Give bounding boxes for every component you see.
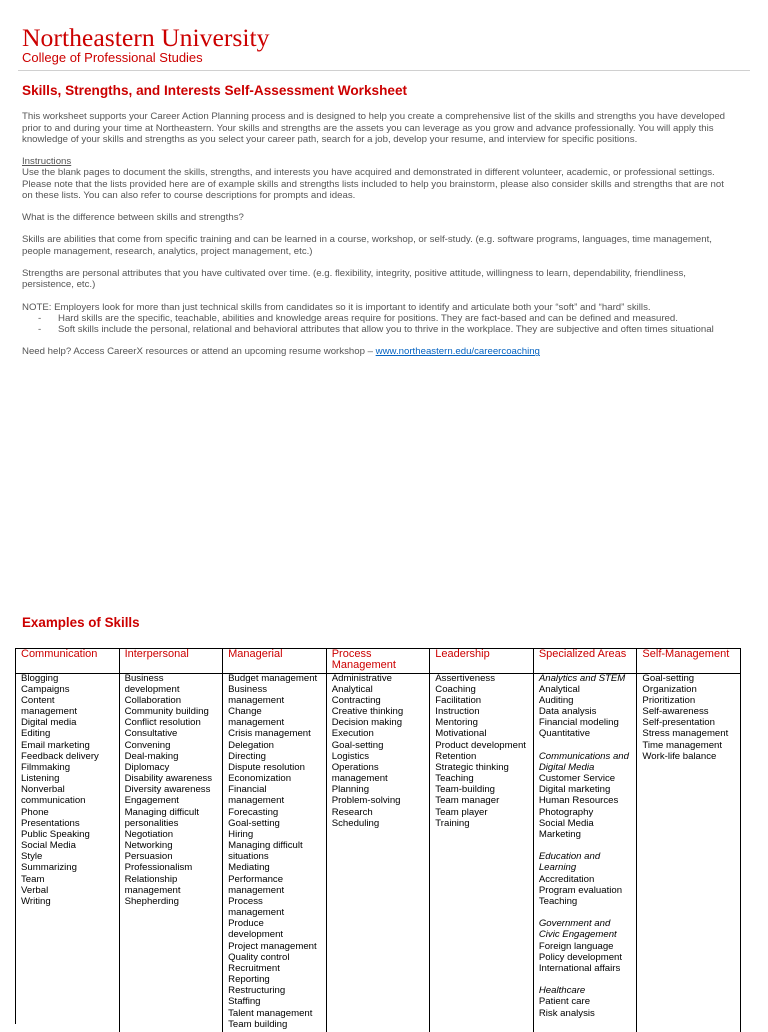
skill-item: Problem-solving: [331, 795, 401, 807]
skill-item: Analytical: [538, 683, 580, 695]
skill-item: Team player: [435, 806, 488, 818]
skill-item: Conflict resolution: [124, 717, 201, 729]
skill-item: Budget management: [228, 672, 318, 684]
column-header: Managerial: [223, 649, 326, 674]
skill-item: Teaching: [435, 773, 474, 785]
skill-item: Teaching: [538, 895, 578, 907]
skill-item: Financial management: [228, 784, 285, 807]
skill-list: [539, 941, 637, 975]
skill-item: Self-presentation: [642, 717, 715, 729]
skill-item: Public Speaking: [21, 828, 90, 840]
skill-item: Filmmaking: [21, 761, 71, 773]
instructions-section: [22, 156, 725, 201]
skill-item: Human Resources: [538, 795, 619, 807]
skill-item: Content management: [21, 694, 77, 718]
skill-item: Administrative: [331, 672, 392, 684]
column-header: Interpersonal: [120, 649, 223, 674]
skill-item: Directing: [228, 750, 266, 762]
skill-item: Foreign language: [538, 940, 614, 952]
column-managerial: [223, 649, 327, 1032]
skill-item: Goal-setting: [228, 817, 280, 829]
specialty-group-heading: Education and Learning: [538, 851, 601, 874]
examples-heading: Examples of Skills: [22, 615, 140, 630]
bullet-text: Soft skills include the personal, relational and behavioral attributes that allow you to thrive in the workplace. They are subjective and often times situational: [58, 323, 714, 335]
skill-item: Stress management: [642, 728, 729, 740]
skills-definition-line: people management, research, analytics, project management, etc.): [22, 245, 313, 257]
skill-item: Program evaluation: [538, 884, 623, 896]
specialty-group: [539, 985, 637, 1019]
skill-item: Goal-setting: [331, 739, 384, 751]
bullet-marker: -: [38, 312, 42, 324]
skill-list: [430, 673, 533, 829]
column-header: Leadership: [430, 649, 533, 674]
specialty-group: [539, 673, 637, 740]
skill-item: Prioritization: [642, 694, 696, 706]
skill-item: Photography: [538, 806, 594, 818]
intro-line: knowledge of your skills and strengths as you select your career path, search for a job, develop your resume, and interview for specific positions.: [22, 133, 638, 145]
skill-list: [223, 673, 326, 1031]
skill-item: Instruction: [435, 706, 480, 718]
skill-item: Writing: [21, 895, 51, 907]
skill-item: Email marketing: [21, 739, 90, 751]
skill-list: [637, 673, 740, 762]
skill-item: Persuasion: [124, 851, 173, 863]
strengths-definition: [22, 268, 725, 290]
skill-item: Customer Service: [538, 773, 616, 785]
specialty-group-heading: Government and Civic Engagement: [538, 918, 617, 941]
column-header: Communication: [16, 649, 119, 674]
specialty-group: [539, 918, 637, 974]
spacer: [22, 223, 725, 234]
skill-item: Planning: [331, 784, 370, 796]
help-text: Need help? Access CareerX resources or attend an upcoming resume workshop –: [22, 346, 373, 358]
skill-item: Logistics: [331, 750, 370, 762]
skill-item: Retention: [435, 750, 477, 762]
skill-item: Editing: [21, 728, 51, 740]
skill-item: Style: [21, 851, 43, 863]
skill-item: Phone: [21, 806, 49, 818]
column-header: Self-Management: [637, 649, 740, 674]
skill-item: Deal-making: [124, 750, 179, 762]
skill-item: Strategic thinking: [435, 761, 509, 773]
skill-item: Social Media: [538, 817, 594, 829]
skill-item: Quality control: [228, 951, 290, 963]
specialty-group-heading: Communications and Digital Media: [538, 750, 629, 773]
skill-item: Produce development: [228, 918, 284, 941]
skill-item: Social Media: [21, 840, 76, 852]
spacer: [22, 145, 725, 156]
skill-item: Project management: [228, 940, 317, 952]
skill-list: [327, 673, 430, 829]
specialty-group-heading: Analytics and STEM: [538, 672, 626, 684]
skill-list: [539, 874, 637, 908]
skill-item: Convening: [124, 739, 171, 751]
skill-item: Feedback delivery: [21, 750, 99, 762]
skill-item: Engagement: [124, 795, 179, 807]
skill-item: Talent management: [228, 1007, 313, 1019]
skill-item: Organization: [642, 683, 697, 695]
specialty-group: [539, 851, 637, 907]
skill-item: Forecasting: [228, 806, 279, 818]
skills-table: [15, 648, 741, 1030]
column-self-management: [637, 649, 741, 1032]
skill-item: Managing difficult situations: [228, 840, 303, 863]
column-leadership: [430, 649, 534, 1032]
skill-item: Financial modeling: [538, 717, 619, 729]
skill-item: International affairs: [538, 962, 621, 974]
spacer: [22, 290, 725, 301]
strengths-definition-line: persistence, etc.): [22, 279, 96, 291]
header-divider: [18, 70, 750, 71]
spacer: [22, 335, 725, 346]
skill-item: Presentations: [21, 817, 80, 829]
career-coaching-link[interactable]: www.northeastern.edu/careercoaching: [375, 346, 540, 358]
skill-item: Scheduling: [331, 817, 380, 829]
note-section: [22, 302, 725, 336]
skill-item: Recruitment: [228, 962, 280, 974]
skill-item: Execution: [331, 728, 374, 740]
instructions-line: Use the blank pages to document the skills, strengths, and interests you have acquired and demonstrated in different volunteer, academic, or professional settings.: [22, 167, 715, 179]
skill-item: Digital marketing: [538, 784, 611, 796]
skill-item: Data analysis: [538, 706, 597, 718]
worksheet-body: [22, 111, 725, 357]
skill-item: Relationship management: [124, 873, 181, 896]
skill-item: Delegation: [228, 739, 275, 751]
skill-item: Analytical: [331, 683, 373, 695]
column-process-management: [327, 649, 431, 1032]
skill-item: Team-building: [435, 784, 496, 796]
column-header: Specialized Areas: [534, 649, 637, 674]
skill-item: Blogging: [21, 672, 59, 684]
skill-item: Campaigns: [21, 683, 70, 695]
skill-item: Hiring: [228, 828, 254, 840]
column-interpersonal: [120, 649, 224, 1032]
skill-item: Quantitative: [538, 728, 591, 740]
skill-item: Motivational: [435, 728, 487, 740]
instructions-heading: Instructions: [22, 156, 72, 168]
skill-item: Decision making: [331, 717, 403, 729]
skill-item: Performance management: [228, 873, 285, 896]
strengths-definition-line: Strengths are personal attributes that you have cultivated over time. (e.g. flexibility, integrity, positive attitude, willingness to learn, dependability, friendliness,: [22, 268, 686, 280]
skills-definition-line: Skills are abilities that come from specific training and can be learned in a course, workshop, or self-study. (e.g. software programs, languages, time management,: [22, 234, 712, 246]
skill-item: Managing difficult personalities: [124, 806, 200, 829]
document-title: Skills, Strengths, and Interests Self-Assessment Worksheet: [22, 83, 408, 98]
skill-item: Nonverbal communication: [21, 784, 86, 807]
note-bullet-soft-skills: [22, 324, 725, 335]
skill-item: Mediating: [228, 862, 270, 874]
skill-item: Product development: [435, 739, 526, 751]
bullet-marker: -: [38, 323, 42, 335]
skill-item: Business management: [228, 683, 285, 706]
skill-item: Research: [331, 806, 373, 818]
skill-item: Staffing: [228, 996, 261, 1008]
intro-paragraph: [22, 111, 725, 145]
skill-item: Networking: [124, 840, 173, 852]
skill-item: Facilitation: [435, 694, 482, 706]
skill-item: Accreditation: [538, 873, 595, 885]
intro-line: This worksheet supports your Career Action Planning process and is designed to help you create a comprehensive list of the skills and strengths you have developed: [22, 111, 726, 123]
skill-list: [539, 773, 637, 840]
skill-item: Training: [435, 817, 470, 829]
skill-list: [539, 684, 637, 740]
instructions-line: Please note that the lists provided here are of example skills and strengths lists included to help you brainstorm, please also consider skills and strengths that are not: [22, 178, 724, 190]
spacer: [22, 257, 725, 268]
column-specialized-areas: [534, 649, 638, 1032]
skill-item: Crisis management: [228, 728, 311, 740]
skill-item: Operations management: [331, 761, 388, 785]
skill-item: Disability awareness: [124, 773, 213, 785]
skill-item: Marketing: [538, 828, 581, 840]
skill-item: Auditing: [538, 694, 574, 706]
skill-item: Summarizing: [21, 862, 77, 874]
skill-item: Diplomacy: [124, 761, 170, 773]
question-text: What is the difference between skills and strengths?: [22, 212, 244, 224]
skill-item: Work-life balance: [642, 750, 717, 762]
bullet-text: Hard skills are the specific, teachable, abilities and knowledge areas require for positions. They are fact-based and can be defined and measured.: [58, 312, 678, 324]
skill-item: Collaboration: [124, 694, 182, 706]
column-communication: [16, 649, 120, 1032]
skills-definition: [22, 234, 725, 256]
skill-item: Policy development: [538, 951, 623, 963]
skill-item: Self-awareness: [642, 706, 709, 718]
note-bullet-hard-skills: [22, 313, 725, 324]
skill-list: [16, 673, 119, 908]
intro-line: prior to and during your time at Northeastern. Your skills and strengths are the assets you can leverage as you grow and advance professionally. You will apply this: [22, 122, 714, 134]
skill-item: Risk analysis: [538, 1007, 595, 1019]
skill-item: Consultative: [124, 728, 178, 740]
skill-item: Contracting: [331, 694, 381, 706]
spacer: [22, 201, 725, 212]
skill-item: Dispute resolution: [228, 761, 305, 773]
skill-item: Coaching: [435, 683, 476, 695]
skill-item: Change management: [228, 706, 285, 729]
skill-item: Community building: [124, 706, 209, 718]
skill-item: Digital media: [21, 717, 77, 729]
skill-item: Mentoring: [435, 717, 478, 729]
column-header: Process Management: [327, 649, 430, 674]
skill-list: [120, 673, 223, 908]
skill-item: Economization: [228, 773, 292, 785]
skill-item: Assertiveness: [435, 672, 495, 684]
specialty-groups: [534, 673, 637, 1019]
skill-item: Goal-setting: [642, 672, 695, 684]
skill-item: Team building: [228, 1018, 288, 1030]
skill-item: Professionalism: [124, 862, 193, 874]
specialty-group-heading: Healthcare: [538, 985, 586, 997]
skill-item: Patient care: [538, 996, 591, 1008]
skill-item: Reporting: [228, 974, 270, 986]
skill-item: Restructuring: [228, 985, 286, 997]
skill-item: Team manager: [435, 795, 500, 807]
skill-item: Listening: [21, 773, 60, 785]
skill-item: Verbal: [21, 884, 49, 896]
college-name: College of Professional Studies: [22, 50, 203, 65]
skill-list: [539, 996, 637, 1018]
skill-item: Negotiation: [124, 828, 174, 840]
help-line: [22, 346, 725, 357]
specialty-group: [539, 751, 637, 840]
university-name: Northeastern University: [22, 23, 270, 52]
skill-item: Team: [21, 873, 45, 885]
skill-item: Process management: [228, 895, 285, 919]
skill-item: Time management: [642, 739, 723, 751]
skill-item: Shepherding: [124, 895, 179, 907]
skill-item: Business development: [124, 672, 180, 695]
skill-item: Creative thinking: [331, 706, 404, 718]
note-text: NOTE: Employers look for more than just technical skills from candidates so it is important to identify and articulate both your “soft” and “hard” skills.: [22, 301, 651, 313]
instructions-line: on these lists. You can also refer to course descriptions for prompts and ideas.: [22, 189, 356, 201]
skill-item: Diversity awareness: [124, 784, 211, 796]
